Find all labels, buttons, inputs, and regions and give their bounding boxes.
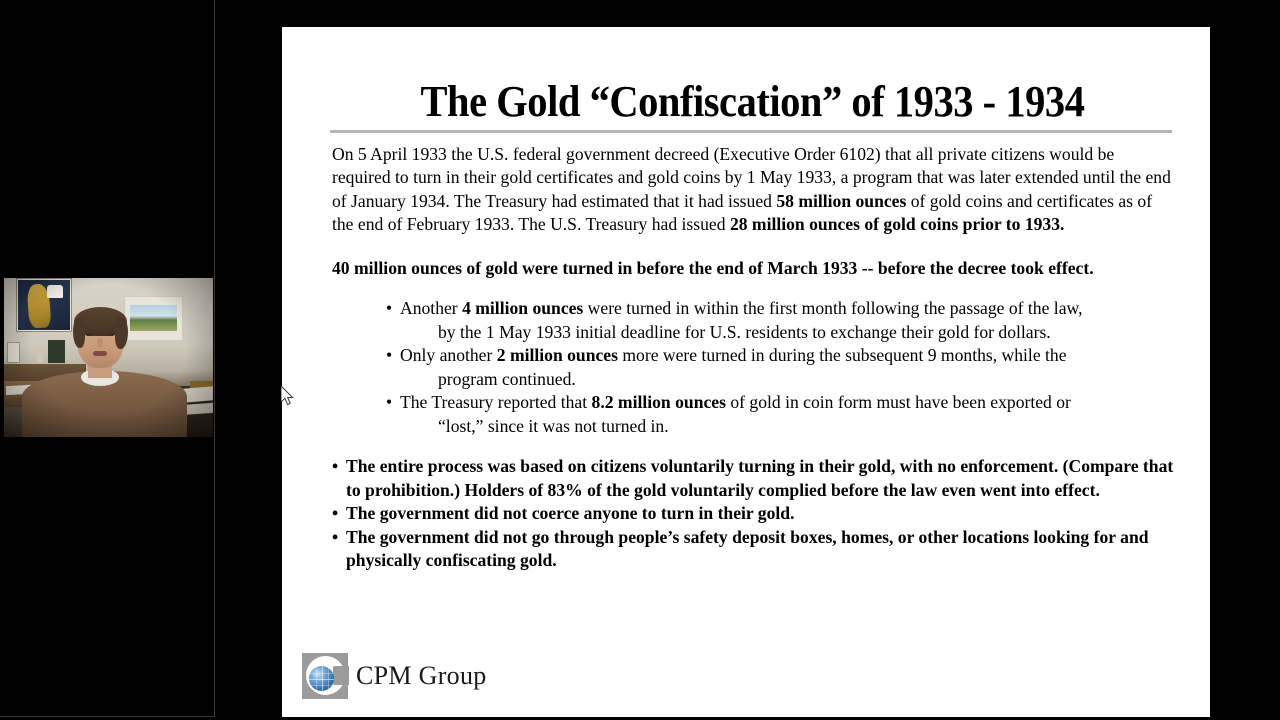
list-item-continuation: program continued. (438, 368, 576, 389)
list-item (332, 455, 1177, 502)
paragraph-intro-bold2: 28 million ounces of gold coins prior to 1933. (729, 214, 1065, 235)
slide-body (332, 143, 1177, 573)
list-item-line (400, 344, 1177, 367)
list-item-seg1: The Treasury reported that (400, 392, 592, 413)
cpm-logo-notch (333, 666, 349, 685)
bullet-marker-icon: • (386, 345, 393, 366)
spacer-after-intro (332, 237, 1177, 257)
paragraph-intro-seg1: On 5 April 1933 the U.S. federal government decreed (Executive Order 6102) that all private citizens would be required to turn in their gold certificates and gold coins by 1 May 1933, a program that was later extended until the end of January 1934. The Treasury had estimated that it had issued (332, 144, 1171, 211)
list-item-bold: 8.2 million ounces (591, 392, 726, 413)
globe-icon (309, 666, 334, 691)
cpm-logo-mark-icon (302, 653, 348, 699)
list-item-continuation: “lost,” since it was not turned in. (438, 415, 669, 436)
list-item-seg2: of gold in coin form must have been exported or (725, 392, 1071, 413)
webcam-video-feed[interactable] (4, 278, 213, 437)
list-item-seg1: Only another (400, 345, 497, 366)
paragraph-turned-in (332, 257, 1177, 280)
list-item (386, 344, 1177, 391)
list-item (332, 502, 1177, 525)
list-item-text: The government did not go through people’s safety deposit boxes, homes, or other locations looking for and physically confiscating gold. (346, 526, 1149, 571)
bullet-marker-icon: • (332, 503, 339, 524)
list-item (386, 297, 1177, 344)
list-item-seg2: more were turned in during the subsequent 9 months, while the (617, 345, 1067, 366)
slide-title: The Gold “Confiscation” of 1933 - 1934 (420, 77, 1085, 126)
video-vignette (4, 278, 213, 437)
title-underline-rule (330, 130, 1172, 133)
paragraph-intro-seg2: of gold coins and certificates as of the end of February 1933. The U.S. Treasury had issued (332, 190, 1153, 235)
list-item-line (400, 297, 1177, 320)
presentation-slide[interactable] (282, 27, 1210, 717)
list-item-bold: 2 million ounces (496, 345, 618, 366)
list-item-bold: 4 million ounces (462, 298, 584, 319)
list-item (332, 526, 1177, 573)
cpm-group-logo (302, 653, 487, 699)
bullet-list (386, 297, 1177, 438)
spacer-before-bullets (332, 280, 1177, 297)
list-item (386, 391, 1177, 438)
paragraph-turned-in-text: 40 million ounces of gold were turned in before the end of March 1933 -- before the decree took effect. (332, 257, 1094, 278)
list-item-text: The entire process was based on citizens voluntarily turning in their gold, with no enforcement. (Compare that to prohibition.) Holders of 83% of the gold voluntarily complied before the law even went into effect. (346, 456, 1174, 500)
paragraph-intro (332, 143, 1177, 237)
bullet-marker-icon: • (386, 298, 393, 319)
list-item-text: The government did not coerce anyone to turn in their gold. (346, 503, 795, 524)
list-item-continuation: by the 1 May 1933 initial deadline for U.S. residents to exchange their gold for dollars. (438, 321, 1051, 342)
bullet-marker-icon: • (332, 456, 339, 477)
list-item-seg1: Another (400, 298, 463, 319)
cpm-logo-text: CPM Group (356, 661, 487, 690)
list-item-line (400, 391, 1177, 414)
bullet-marker-icon: • (332, 526, 339, 547)
list-item-seg2: were turned in within the first month following the passage of the law, (583, 298, 1083, 319)
paragraph-intro-bold1: 58 million ounces (776, 190, 907, 211)
webcam-panel[interactable] (0, 0, 215, 717)
bold-bullet-list (332, 455, 1177, 572)
bullet-marker-icon: • (386, 392, 393, 413)
